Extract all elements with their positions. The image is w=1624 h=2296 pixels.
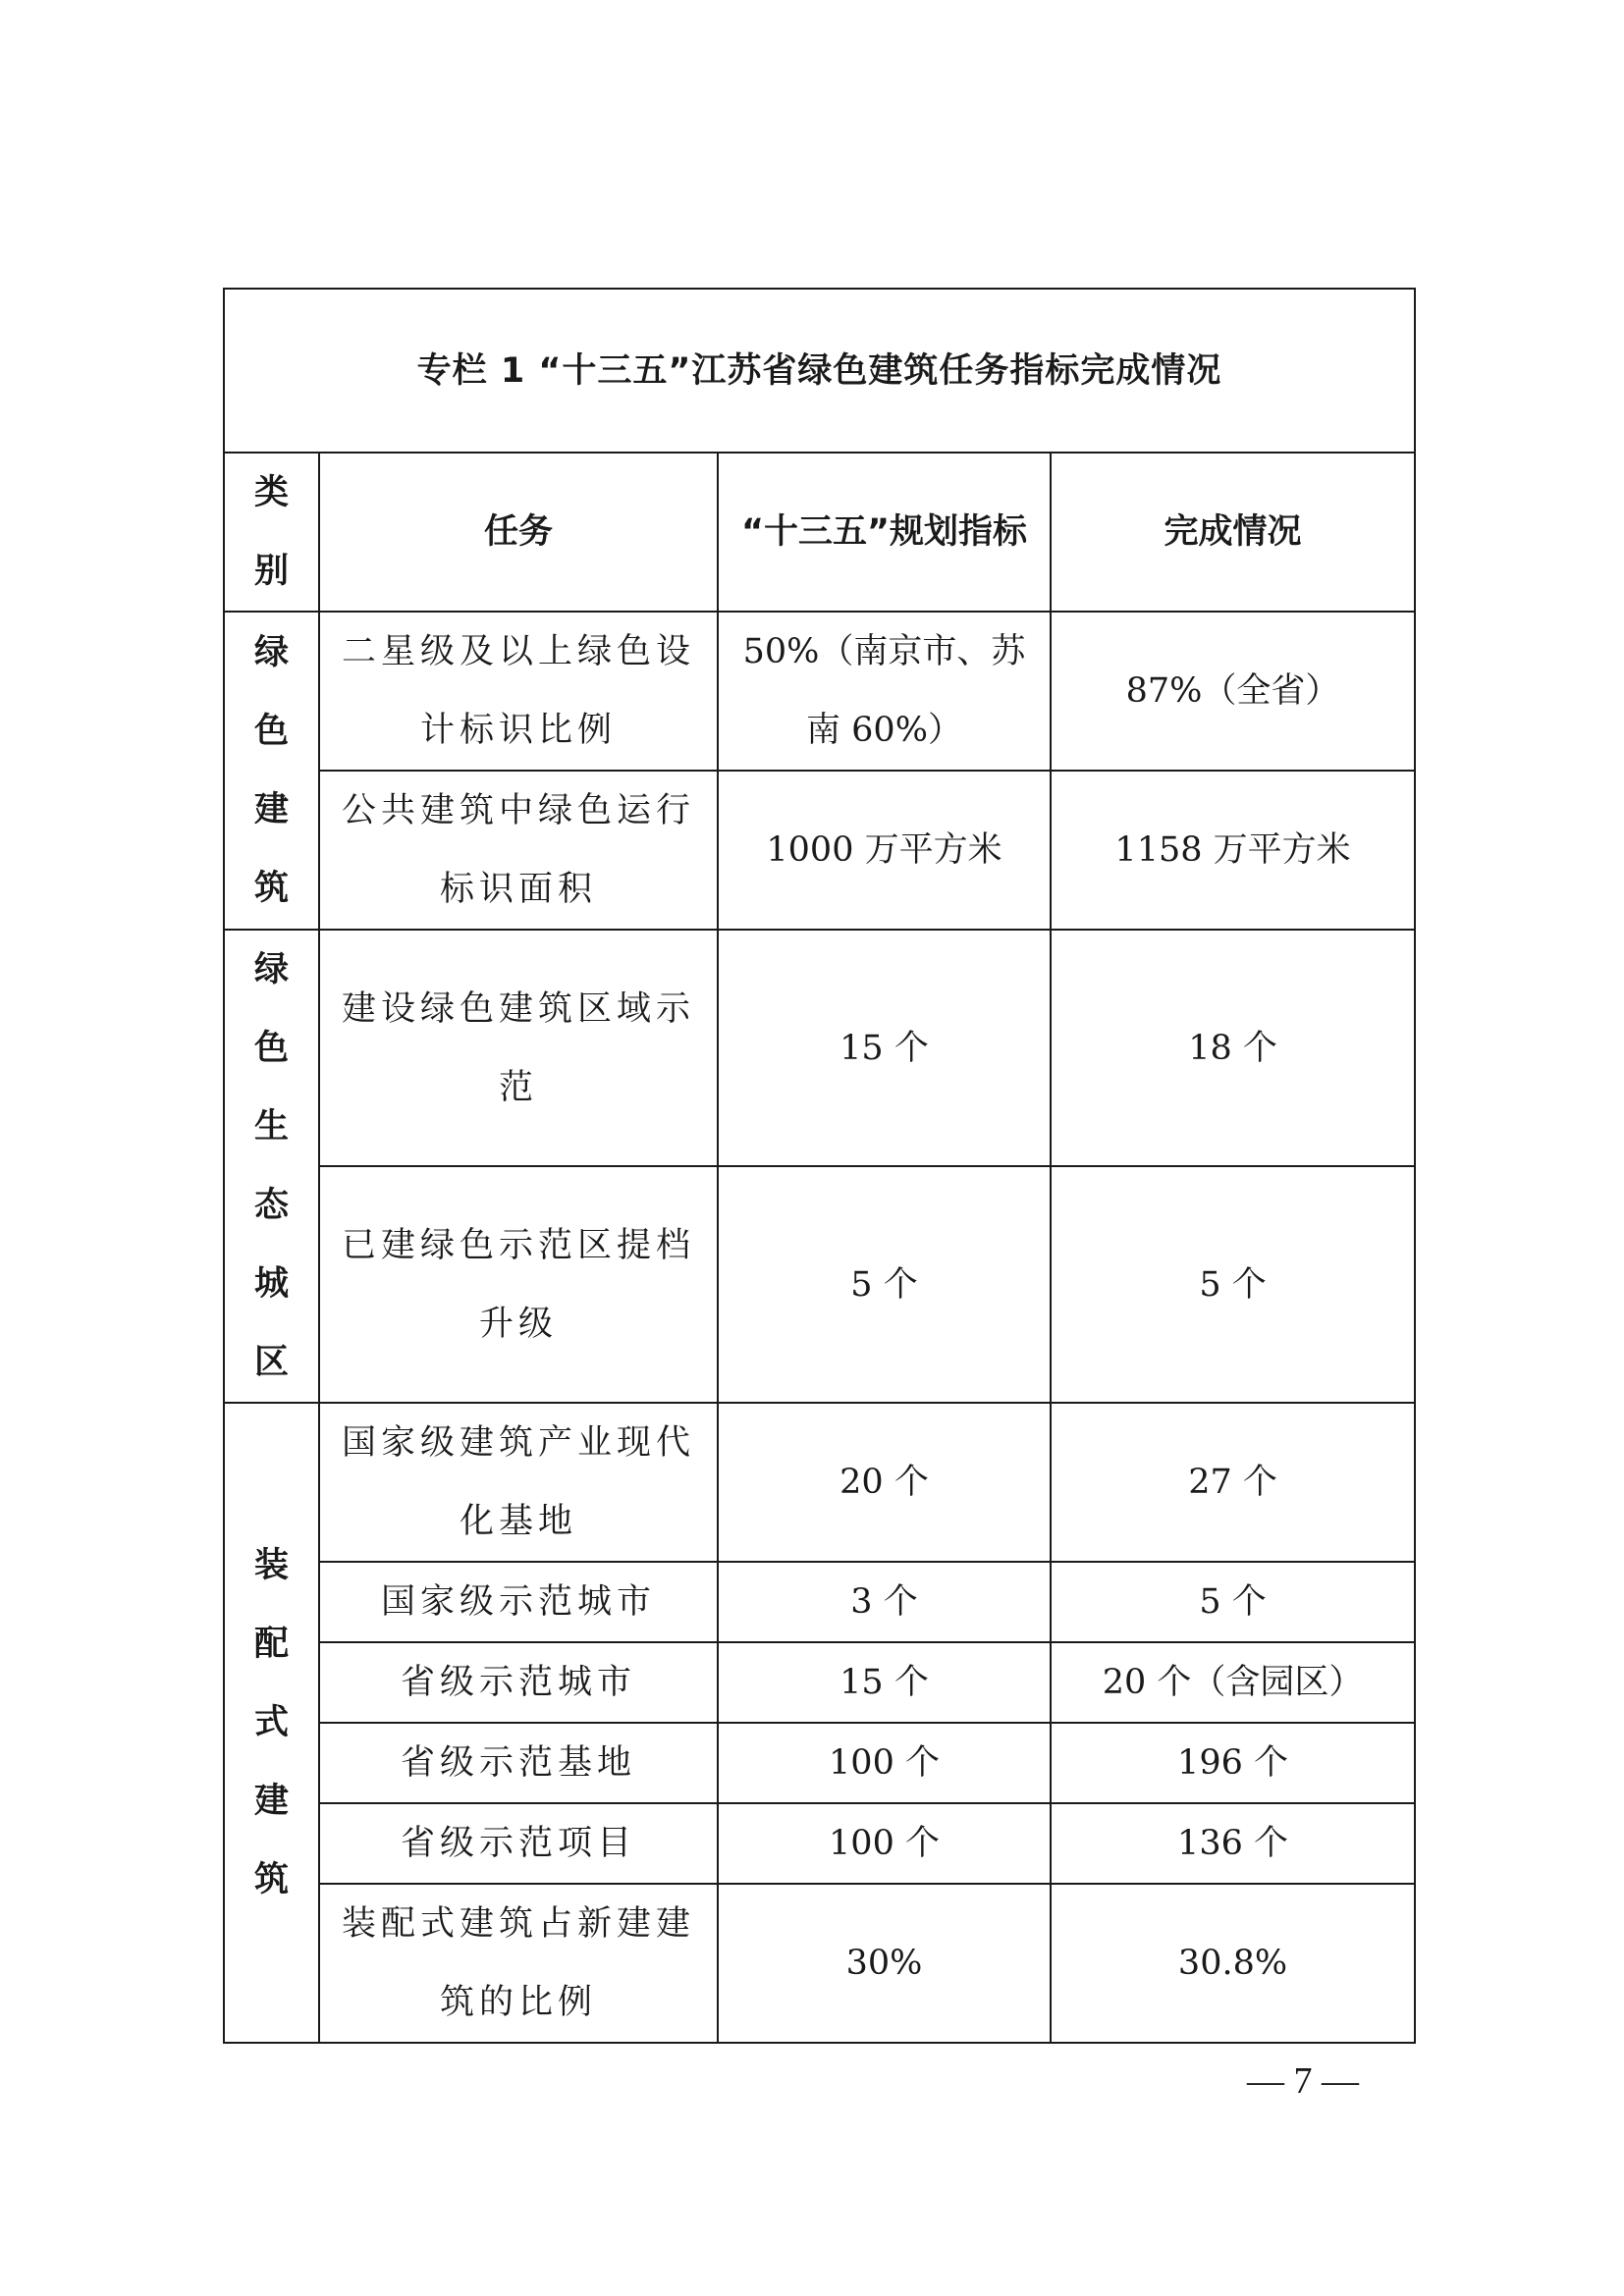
task-cell: 装配式建筑占新建建筑的比例 — [319, 1884, 718, 2043]
completion-cell: 87%（全省） — [1051, 612, 1415, 771]
task-cell: 建设绿色建筑区域示范 — [319, 930, 718, 1166]
completion-cell: 5 个 — [1051, 1166, 1415, 1403]
task-cell: 公共建筑中绿色运行标识面积 — [319, 771, 718, 930]
target-cell: 1000 万平方米 — [718, 771, 1051, 930]
header-completion: 完成情况 — [1051, 453, 1415, 612]
table-title: 专栏 1 “十三五”江苏省绿色建筑任务指标完成情况 — [224, 289, 1415, 453]
target-cell: 100 个 — [718, 1803, 1051, 1884]
completion-cell: 5 个 — [1051, 1562, 1415, 1642]
page-number: — 7 — — [1247, 2060, 1359, 2102]
category-prefab-building: 装配式建筑 — [224, 1403, 319, 2043]
table-row — [224, 1803, 1415, 1884]
header-target: “十三五”规划指标 — [718, 453, 1051, 612]
table-row — [224, 1884, 1415, 2043]
target-cell: 30% — [718, 1884, 1051, 2043]
target-cell: 15 个 — [718, 930, 1051, 1166]
target-cell: 5 个 — [718, 1166, 1051, 1403]
target-cell: 20 个 — [718, 1403, 1051, 1562]
category-green-building: 绿色建筑 — [224, 612, 319, 930]
category-eco-city-district: 绿色生态城区 — [224, 930, 319, 1403]
table-row — [224, 771, 1415, 930]
completion-cell: 196 个 — [1051, 1723, 1415, 1803]
table-row — [224, 1403, 1415, 1562]
task-cell: 已建绿色示范区提档升级 — [319, 1166, 718, 1403]
target-cell: 50%（南京市、苏南 60%） — [718, 612, 1051, 771]
task-cell: 省级示范基地 — [319, 1723, 718, 1803]
task-cell: 省级示范城市 — [319, 1642, 718, 1723]
task-cell: 国家级建筑产业现代化基地 — [319, 1403, 718, 1562]
table-row — [224, 1166, 1415, 1403]
completion-cell: 136 个 — [1051, 1803, 1415, 1884]
table-row — [224, 1642, 1415, 1723]
header-task: 任务 — [319, 453, 718, 612]
completion-cell: 30.8% — [1051, 1884, 1415, 2043]
table-row — [224, 1562, 1415, 1642]
table-row — [224, 612, 1415, 771]
task-cell: 省级示范项目 — [319, 1803, 718, 1884]
completion-cell: 1158 万平方米 — [1051, 771, 1415, 930]
table-row — [224, 930, 1415, 1166]
table-row — [224, 1723, 1415, 1803]
task-cell: 国家级示范城市 — [319, 1562, 718, 1642]
completion-cell: 20 个（含园区） — [1051, 1642, 1415, 1723]
task-indicator-table — [223, 288, 1416, 2044]
completion-cell: 27 个 — [1051, 1403, 1415, 1562]
target-cell: 15 个 — [718, 1642, 1051, 1723]
header-category: 类别 — [224, 453, 319, 612]
completion-cell: 18 个 — [1051, 930, 1415, 1166]
target-cell: 100 个 — [718, 1723, 1051, 1803]
target-cell: 3 个 — [718, 1562, 1051, 1642]
task-cell: 二星级及以上绿色设计标识比例 — [319, 612, 718, 771]
